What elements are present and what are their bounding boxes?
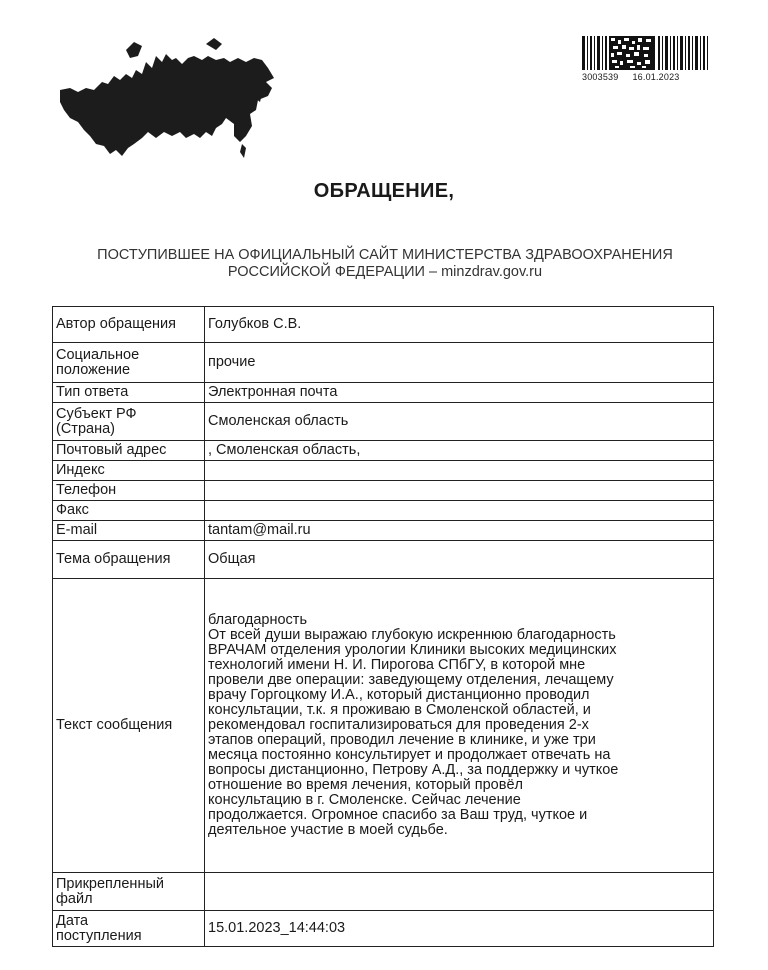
message-line: технологий имени Н. И. Пирогова СПбГУ, в которой мне [208, 657, 586, 673]
message-line: провели две операции: заведующему отделения, лечащему [208, 672, 614, 688]
social-status-label-line-2: положение [56, 361, 131, 378]
message-line: От всей души выражаю глубокую искреннюю благодарность [208, 627, 616, 643]
message-label: Текст сообщения [53, 579, 205, 873]
author-value: Голубков С.В. [205, 307, 714, 343]
received-date-label-line-1: Дата [56, 912, 89, 929]
attachment-label [53, 873, 205, 911]
row-social-status [53, 343, 714, 383]
postal-address-label: Почтовый адрес [53, 441, 205, 461]
message-line: продолжается. Огромное спасибо за Ваш труд, чуткое и [208, 807, 588, 823]
reply-type-label: Тип ответа [53, 383, 205, 403]
received-date-label [53, 911, 205, 947]
index-value [205, 461, 714, 481]
message-line: врачу Горгоцкому И.А., который дистанционно проводил [208, 687, 590, 703]
received-date-label-line-2: поступления [56, 927, 142, 944]
phone-value [205, 481, 714, 501]
social-status-label [53, 343, 205, 383]
barcode-stamp [582, 36, 710, 82]
topic-value: Общая [205, 541, 714, 579]
document-subtitle [40, 247, 730, 281]
row-message [53, 579, 714, 873]
subtitle-line-2: РОССИЙСКОЙ ФЕДЕРАЦИИ – minzdrav.gov.ru [227, 264, 543, 280]
row-fax [53, 501, 714, 521]
message-line: ВРАЧАМ отделения урологии Клиники высоких медицинских [208, 642, 617, 658]
message-line: консультации, т.к. я проживаю в Смоленской областей, и [208, 702, 591, 718]
row-region [53, 403, 714, 441]
message-line: этапов операций, проводил лечение в клинике, и уже три [208, 732, 596, 748]
fax-value [205, 501, 714, 521]
postal-address-value: , Смоленская область, [205, 441, 714, 461]
fax-label: Факс [53, 501, 205, 521]
message-line: деятельное участие в моей судьбе. [208, 822, 448, 838]
subtitle-line-1: ПОСТУПИВШЕЕ НА ОФИЦИАЛЬНЫЙ САЙТ МИНИСТЕРСТВА ЗДРАВООХРАНЕНИЯ [97, 247, 673, 263]
row-topic [53, 541, 714, 579]
reply-type-value: Электронная почта [205, 383, 714, 403]
index-label: Индекс [53, 461, 205, 481]
social-status-value: прочие [205, 343, 714, 383]
russia-map-icon [56, 32, 278, 164]
row-index [53, 461, 714, 481]
email-value: tantam@mail.ru [205, 521, 714, 541]
document-title: ОБРАЩЕНИЕ, [313, 180, 455, 202]
row-phone [53, 481, 714, 501]
row-received-date [53, 911, 714, 947]
phone-label: Телефон [53, 481, 205, 501]
attachment-label-line-2: файл [56, 890, 93, 907]
topic-label: Тема обращения [53, 541, 205, 579]
barcode-number: 3003539 [582, 72, 619, 82]
attachment-value [205, 873, 714, 911]
message-line: месяца постоянно консультирует и продолжает отвечать на [208, 747, 611, 763]
region-label-line-2: (Страна) [56, 420, 115, 437]
message-line: отношение во время лечения, который провёл [208, 777, 523, 793]
barcode-date: 16.01.2023 [632, 72, 680, 82]
social-status-label-line-1: Социальное [56, 346, 140, 363]
received-date-value: 15.01.2023_14:44:03 [205, 911, 714, 947]
row-email [53, 521, 714, 541]
region-label [53, 403, 205, 441]
appeal-details-table [52, 306, 714, 947]
attachment-label-line-1: Прикрепленный [56, 875, 164, 892]
message-line: рекомендовал госпитализироваться для проведения 2-х [208, 717, 589, 733]
row-attachment [53, 873, 714, 911]
message-line: благодарность [208, 612, 308, 628]
barcode-caption [582, 72, 710, 82]
email-label: E-mail [53, 521, 205, 541]
author-label: Автор обращения [53, 307, 205, 343]
row-reply-type [53, 383, 714, 403]
message-text [205, 579, 714, 873]
region-value: Смоленская область [205, 403, 714, 441]
row-postal-address [53, 441, 714, 461]
barcode-icon [582, 36, 708, 70]
row-author [53, 307, 714, 343]
message-line: вопросы дистанционно, Петрову А.Д., за поддержку и чуткое [208, 762, 619, 778]
region-label-line-1: Субъект РФ [56, 405, 137, 422]
message-line: консультацию в г. Смоленске. Сейчас лечение [208, 792, 521, 808]
